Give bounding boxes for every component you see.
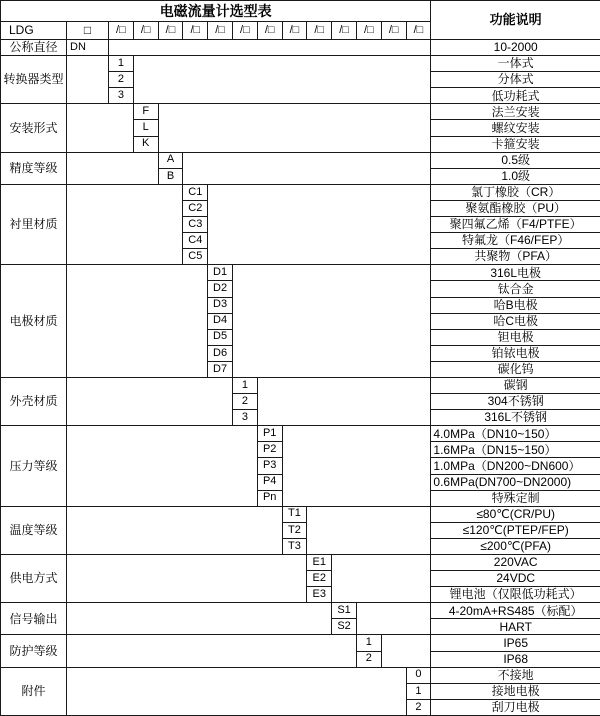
function-cell: 220VAC bbox=[431, 555, 600, 571]
code-cell: P2 bbox=[257, 442, 282, 458]
function-cell: 分体式 bbox=[431, 72, 600, 88]
empty-region-right bbox=[257, 377, 431, 425]
empty-region-right bbox=[332, 555, 431, 603]
empty-region-left bbox=[67, 56, 109, 104]
code-cell: 1 bbox=[406, 683, 431, 699]
empty-region-right bbox=[381, 635, 431, 667]
code-cell: L bbox=[133, 120, 158, 136]
code-cell: DN bbox=[67, 40, 109, 56]
category-label: 温度等级 bbox=[1, 506, 67, 554]
table-row bbox=[1, 104, 600, 120]
category-label: 电极材质 bbox=[1, 265, 67, 378]
table-row bbox=[1, 426, 600, 442]
empty-region-left bbox=[67, 426, 258, 506]
function-cell: 316L电极 bbox=[431, 265, 600, 281]
model-slot-box: /□ bbox=[133, 22, 158, 40]
code-cell: D1 bbox=[208, 265, 233, 281]
empty-region-left bbox=[67, 555, 307, 603]
function-cell: ≤80℃(CR/PU) bbox=[431, 506, 600, 522]
code-cell: C4 bbox=[183, 233, 208, 249]
empty-region-right bbox=[158, 104, 431, 152]
code-cell: D2 bbox=[208, 281, 233, 297]
code-cell: 3 bbox=[232, 410, 257, 426]
function-cell: 4-20mA+RS485（标配） bbox=[431, 603, 600, 619]
code-cell: C2 bbox=[183, 200, 208, 216]
function-cell: ≤200℃(PFA) bbox=[431, 538, 600, 554]
code-cell: E3 bbox=[307, 587, 332, 603]
code-cell: 2 bbox=[232, 394, 257, 410]
code-cell: C1 bbox=[183, 184, 208, 200]
model-slot-box: /□ bbox=[282, 22, 307, 40]
empty-region-left bbox=[67, 635, 357, 667]
code-cell: A bbox=[158, 152, 183, 168]
table-row bbox=[1, 635, 600, 651]
function-cell: 法兰安装 bbox=[431, 104, 600, 120]
code-cell: S1 bbox=[332, 603, 357, 619]
function-cell: 316L不锈钢 bbox=[431, 410, 600, 426]
category-label: 衬里材质 bbox=[1, 184, 67, 264]
code-cell: Pn bbox=[257, 490, 282, 506]
code-cell: B bbox=[158, 168, 183, 184]
model-slot-box: /□ bbox=[109, 22, 134, 40]
category-label: 外壳材质 bbox=[1, 377, 67, 425]
model-slot-box: /□ bbox=[257, 22, 282, 40]
model-slot-box: /□ bbox=[158, 22, 183, 40]
code-cell: S2 bbox=[332, 619, 357, 635]
function-cell: 低功耗式 bbox=[431, 88, 600, 104]
table-row bbox=[1, 506, 600, 522]
code-cell: P3 bbox=[257, 458, 282, 474]
function-cell: 共聚物（PFA） bbox=[431, 249, 600, 265]
model-slot-box: /□ bbox=[232, 22, 257, 40]
function-cell: IP68 bbox=[431, 651, 600, 667]
function-cell: 不接地 bbox=[431, 667, 600, 683]
code-cell: D4 bbox=[208, 313, 233, 329]
code-cell: P1 bbox=[257, 426, 282, 442]
table-row bbox=[1, 377, 600, 393]
code-cell: D3 bbox=[208, 297, 233, 313]
code-cell: 1 bbox=[232, 377, 257, 393]
empty-region-left bbox=[67, 377, 233, 425]
function-cell: 聚氨酯橡胶（PU） bbox=[431, 200, 600, 216]
function-cell: 24VDC bbox=[431, 571, 600, 587]
model-slot-box: /□ bbox=[307, 22, 332, 40]
code-cell: 2 bbox=[356, 651, 381, 667]
code-cell: 0 bbox=[406, 667, 431, 683]
code-cell: 1 bbox=[356, 635, 381, 651]
code-cell: D5 bbox=[208, 329, 233, 345]
function-cell: 铂铱电极 bbox=[431, 345, 600, 361]
empty-region-left bbox=[67, 152, 159, 184]
function-cell: 刮刀电极 bbox=[431, 699, 600, 715]
empty-region-left bbox=[67, 506, 283, 554]
code-cell: C3 bbox=[183, 217, 208, 233]
function-cell: 哈C电极 bbox=[431, 313, 600, 329]
empty-region-right bbox=[208, 184, 431, 264]
empty-region-left bbox=[67, 603, 332, 635]
code-cell: E1 bbox=[307, 555, 332, 571]
category-label: 压力等级 bbox=[1, 426, 67, 506]
function-cell: ≤120℃(PTEP/FEP) bbox=[431, 522, 600, 538]
function-cell: 氯丁橡胶（CR） bbox=[431, 184, 600, 200]
function-cell: 1.6MPa（DN15~150） bbox=[431, 442, 600, 458]
empty-region-right bbox=[232, 265, 430, 378]
empty-region-right bbox=[356, 603, 430, 635]
function-cell: 哈B电极 bbox=[431, 297, 600, 313]
code-cell: T1 bbox=[282, 506, 307, 522]
model-slot-box: /□ bbox=[381, 22, 406, 40]
function-cell: 特殊定制 bbox=[431, 490, 600, 506]
model-slot-box: /□ bbox=[183, 22, 208, 40]
code-cell: D7 bbox=[208, 361, 233, 377]
table-row bbox=[1, 40, 600, 56]
model-slot-box: /□ bbox=[208, 22, 233, 40]
code-cell: C5 bbox=[183, 249, 208, 265]
code-cell: E2 bbox=[307, 571, 332, 587]
function-cell: 碳钢 bbox=[431, 377, 600, 393]
empty-region-left bbox=[67, 184, 183, 264]
table-row bbox=[1, 152, 600, 168]
code-cell: 3 bbox=[109, 88, 134, 104]
empty-region-left bbox=[67, 265, 208, 378]
table-row bbox=[1, 667, 600, 683]
table-row bbox=[1, 555, 600, 571]
function-cell: 特氟龙（F46/FEP） bbox=[431, 233, 600, 249]
function-cell: 1.0级 bbox=[431, 168, 600, 184]
empty-region-left bbox=[67, 667, 407, 715]
function-cell: 钽电极 bbox=[431, 329, 600, 345]
function-cell: IP65 bbox=[431, 635, 600, 651]
code-cell: T2 bbox=[282, 522, 307, 538]
table-row bbox=[1, 603, 600, 619]
model-prefix: LDG bbox=[1, 22, 67, 40]
model-slot-box: /□ bbox=[406, 22, 431, 40]
category-label: 信号输出 bbox=[1, 603, 67, 635]
function-cell: 接地电极 bbox=[431, 683, 600, 699]
title-row bbox=[1, 1, 600, 22]
function-cell: 卡箍安装 bbox=[431, 136, 600, 152]
category-label: 附件 bbox=[1, 667, 67, 715]
table-row bbox=[1, 56, 600, 72]
function-cell: 聚四氟乙烯（F4/PTFE） bbox=[431, 217, 600, 233]
function-cell: 0.6MPa(DN700~DN2000) bbox=[431, 474, 600, 490]
function-cell: 304不锈钢 bbox=[431, 394, 600, 410]
table-title: 电磁流量计选型表 bbox=[1, 1, 431, 22]
function-cell: 1.0MPa（DN200~DN600） bbox=[431, 458, 600, 474]
code-cell: D6 bbox=[208, 345, 233, 361]
empty-region bbox=[109, 40, 431, 56]
model-base-box: □ bbox=[67, 22, 109, 40]
function-cell: 0.5级 bbox=[431, 152, 600, 168]
function-cell: 螺纹安装 bbox=[431, 120, 600, 136]
function-header: 功能说明 bbox=[431, 1, 600, 40]
function-cell: 锂电池（仅限低功耗式） bbox=[431, 587, 600, 603]
code-cell: T3 bbox=[282, 538, 307, 554]
function-cell: HART bbox=[431, 619, 600, 635]
empty-region-right bbox=[183, 152, 431, 184]
category-label: 公称直径 bbox=[1, 40, 67, 56]
code-cell: 1 bbox=[109, 56, 134, 72]
table-row bbox=[1, 184, 600, 200]
function-cell: 钛合金 bbox=[431, 281, 600, 297]
function-cell: 一体式 bbox=[431, 56, 600, 72]
function-cell: 4.0MPa（DN10~150） bbox=[431, 426, 600, 442]
code-cell: P4 bbox=[257, 474, 282, 490]
category-label: 精度等级 bbox=[1, 152, 67, 184]
empty-region-left bbox=[67, 104, 134, 152]
empty-region-right bbox=[307, 506, 431, 554]
code-cell: K bbox=[133, 136, 158, 152]
model-slot-box: /□ bbox=[332, 22, 357, 40]
empty-region-right bbox=[282, 426, 431, 506]
code-cell: F bbox=[133, 104, 158, 120]
function-cell: 10-2000 bbox=[431, 40, 600, 56]
empty-region-right bbox=[133, 56, 431, 104]
category-label: 安装形式 bbox=[1, 104, 67, 152]
code-cell: 2 bbox=[109, 72, 134, 88]
category-label: 防护等级 bbox=[1, 635, 67, 667]
category-label: 供电方式 bbox=[1, 555, 67, 603]
category-label: 转换器类型 bbox=[1, 56, 67, 104]
function-cell: 碳化钨 bbox=[431, 361, 600, 377]
code-cell: 2 bbox=[406, 699, 431, 715]
model-slot-box: /□ bbox=[356, 22, 381, 40]
table-row bbox=[1, 265, 600, 281]
